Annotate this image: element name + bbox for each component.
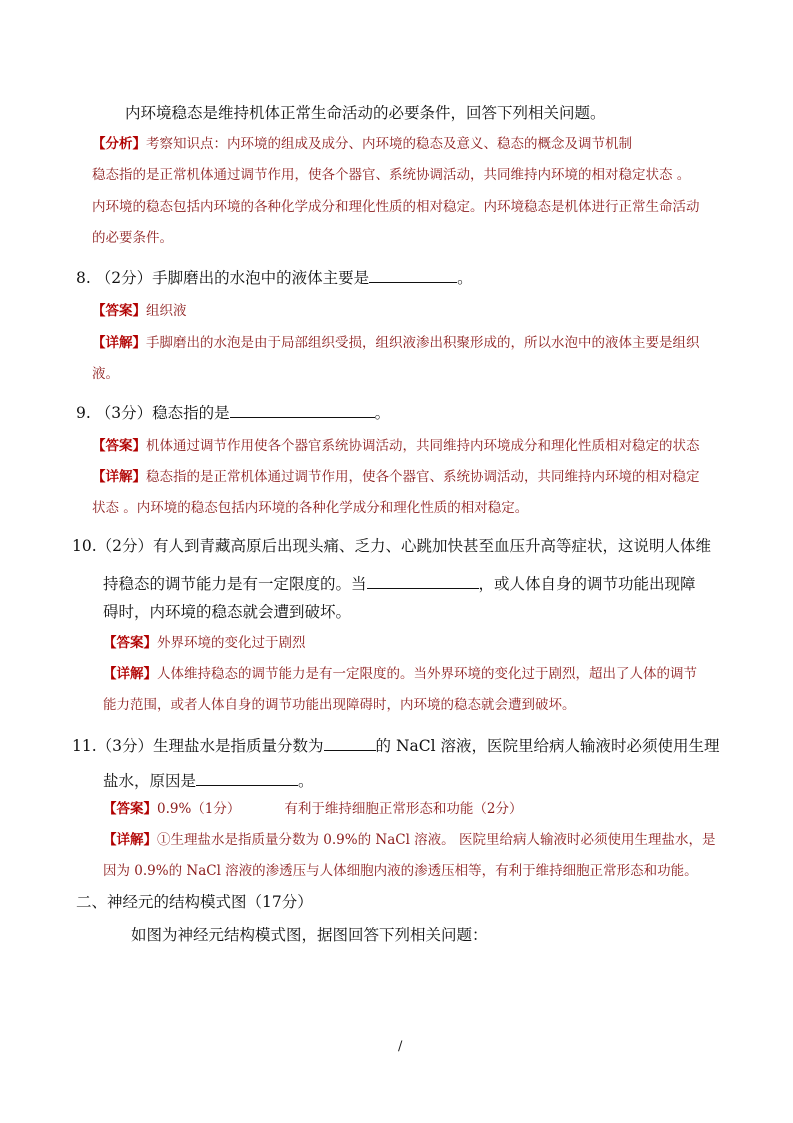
q11-points: （3分）: [96, 737, 154, 755]
q11-stem-1b: 的 NaCl 溶液，医院里给病人输液时必须使用生理: [375, 737, 720, 755]
q8-detail-line-2: 液。: [92, 366, 119, 382]
q11-stem-1a: 生理盐水是指质量分数为: [153, 737, 324, 755]
q10-points: （2分）: [96, 537, 154, 555]
q10-answer-tag: 【答案】: [103, 635, 157, 651]
q11-stem-2a: 盐水，原因是: [103, 772, 197, 790]
page-number: /: [398, 1039, 403, 1054]
q10-stem-2a: 持稳态的调节能力是有一定限度的。当: [103, 575, 367, 593]
q10-stem-1: 有人到青藏高原后出现头痛、乏力、心跳加快甚至血压升高等症状，这说明人体维: [153, 537, 712, 555]
question-9: [76, 403, 390, 422]
q9-blank[interactable]: [230, 403, 375, 418]
analysis-line-4: 的必要条件。: [92, 230, 173, 246]
question-11-line-2: [103, 771, 314, 790]
question-10-line-1: [72, 539, 711, 555]
q11-answer-part-2: 有利于维持细胞正常形态和功能（2分）: [284, 801, 523, 817]
q11-answer-tag: 【答案】: [103, 801, 157, 817]
q10-number: 10.: [72, 537, 97, 555]
q9-answer-text: 机体通过调节作用使各个器官系统协调活动，共同维持内环境成分和理化性质相对稳定的状态: [146, 438, 700, 454]
q8-answer-text: 组织液: [146, 303, 187, 319]
analysis-line-2: 稳态指的是正常机体通过调节作用，使各个器官、系统协调活动，共同维持内环境的相对稳定状态 。: [92, 167, 691, 183]
q10-answer: [103, 637, 306, 651]
q8-stem: 手脚磨出的水泡中的液体主要是: [152, 269, 370, 287]
q11-detail-text: ①生理盐水是指质量分数为 0.9%的 NaCl 溶液。 医院里给病人输液时必须使用生理盐水，是: [157, 832, 716, 848]
question-11-line-1: [72, 736, 720, 755]
q9-number: 9.: [76, 404, 91, 422]
intro-text: 内环境稳态是维持机体正常生命活动的必要条件，回答下列相关问题。: [125, 104, 606, 122]
q9-detail-line-2: 状态 。内环境的稳态包括内环境的各种化学成分和理化性质的相对稳定。: [92, 500, 529, 516]
q8-blank[interactable]: [369, 268, 457, 283]
section-2-intro: 如图为神经元结构模式图，据图回答下列相关问题：: [131, 926, 488, 944]
q8-number: 8.: [76, 269, 91, 287]
analysis-line-3: 内环境的稳态包括内环境的各种化学成分和理化性质的相对稳定。内环境稳态是机体进行正常生命活动: [92, 199, 700, 215]
q11-number: 11.: [72, 737, 97, 755]
q10-detail-line-1: [103, 668, 697, 682]
q11-answer: [103, 803, 522, 817]
q9-answer: [92, 440, 700, 454]
q10-answer-text: 外界环境的变化过于剧烈: [157, 635, 306, 651]
q9-stem: 稳态指的是: [152, 404, 230, 422]
q11-detail-line-2: 因为 0.9%的 NaCl 溶液的渗透压与人体细胞内液的渗透压相等，有利于维持细胞正常形态和功能。: [103, 863, 698, 879]
q10-blank[interactable]: [367, 574, 479, 589]
analysis-text: 考察知识点：内环境的组成及成分、内环境的稳态及意义、稳态的概念及调节机制: [146, 136, 632, 152]
q10-stem-2b: ，或人体自身的调节功能出现障: [478, 575, 696, 593]
q11-detail-tag: 【详解】: [103, 832, 157, 848]
analysis-tag: 【分析】: [92, 136, 146, 152]
q11-stem-2b: 。: [298, 772, 314, 790]
q11-blank-2[interactable]: [196, 771, 298, 786]
q8-answer: [92, 305, 187, 319]
q11-answer-part-1: 0.9%（1分）: [157, 801, 241, 817]
q9-points: （3分）: [95, 404, 153, 422]
question-10-line-2: [103, 574, 696, 593]
q11-detail-line-1: [103, 834, 715, 848]
q8-detail-text: 手脚磨出的水泡是由于局部组织受损，组织液渗出积聚形成的，所以水泡中的液体主要是组织: [146, 335, 700, 351]
question-10-line-3: 碍时，内环境的稳态就会遭到破坏。: [103, 603, 352, 621]
q9-detail-text: 稳态指的是正常机体通过调节作用，使各个器官、系统协调活动，共同维持内环境的相对稳定: [146, 469, 700, 485]
q9-answer-tag: 【答案】: [92, 438, 146, 454]
question-8: [76, 268, 473, 287]
q10-detail-line-2: 能力范围，或者人体自身的调节功能出现障碍时，内环境的稳态就会遭到破坏。: [103, 697, 576, 713]
q8-stem-end: 。: [457, 269, 473, 287]
analysis-line-1: [92, 138, 632, 152]
q10-detail-tag: 【详解】: [103, 666, 157, 682]
q10-detail-text: 人体维持稳态的调节能力是有一定限度的。当外界环境的变化过于剧烈，超出了人体的调节: [157, 666, 697, 682]
q9-detail-line-1: [92, 471, 700, 485]
q8-detail-tag: 【详解】: [92, 335, 146, 351]
q8-answer-tag: 【答案】: [92, 303, 146, 319]
q8-points: （2分）: [95, 269, 153, 287]
q8-detail-line-1: [92, 337, 700, 351]
q9-detail-tag: 【详解】: [92, 469, 146, 485]
q9-stem-end: 。: [374, 404, 391, 422]
q11-blank-1[interactable]: [324, 736, 376, 751]
section-2-title: 二、神经元的结构模式图（17分）: [76, 893, 313, 911]
